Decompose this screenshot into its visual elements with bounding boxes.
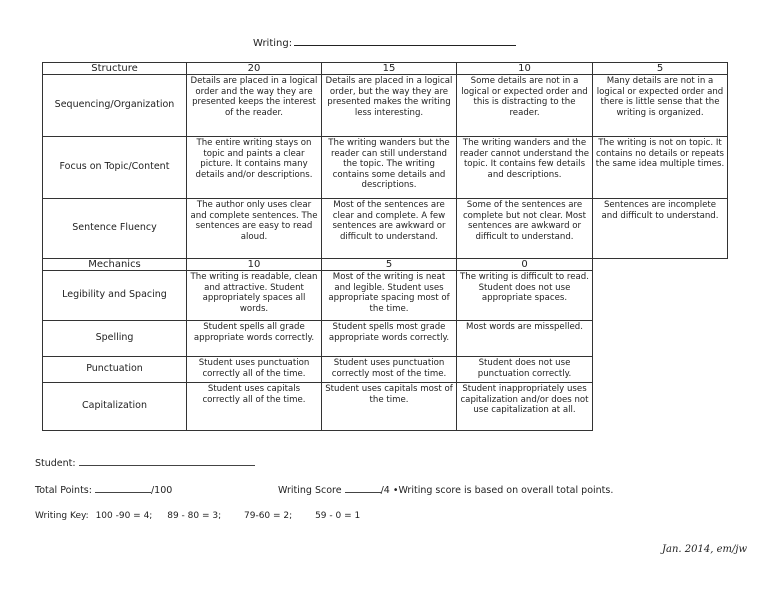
writing-score-label: Writing Score [278, 485, 342, 496]
score-header-20: 20 [187, 63, 322, 75]
rubric-cell: Student uses capitals correctly all of the time. [187, 383, 322, 431]
writing-key-item: 89 - 80 = 3; [167, 511, 222, 521]
score-header-0: 0 [457, 259, 593, 271]
rubric-cell: The writing wanders but the reader can still understand the topic. The writing contains some details and descriptions. [322, 137, 457, 199]
criterion-sequencing: Sequencing/Organization [43, 75, 187, 137]
rubric-cell: Student uses punctuation correctly all of the time. [187, 357, 322, 383]
rubric-cell: Student spells all grade appropriate words correctly. [187, 321, 322, 357]
table-row [43, 199, 728, 259]
rubric-cell: The entire writing stays on topic and paints a clear picture. It contains many details and/or descriptions. [187, 137, 322, 199]
rubric-cell: Student does not use punctuation correctly. [457, 357, 593, 383]
writing-key-item: 59 - 0 = 1 [315, 511, 361, 521]
total-points-line [35, 484, 172, 496]
criterion-fluency: Sentence Fluency [43, 199, 187, 259]
score-header-5: 5 [322, 259, 457, 271]
rubric-cell: Student uses capitals most of the time. [322, 383, 457, 431]
score-header-15: 15 [322, 63, 457, 75]
writing-key-label: Writing Key: [35, 511, 89, 521]
rubric-cell: Student spells most grade appropriate words correctly. [322, 321, 457, 357]
writing-key-item: 79-60 = 2; [244, 511, 293, 521]
criterion-legibility: Legibility and Spacing [43, 271, 187, 321]
student-blank [79, 457, 255, 466]
criterion-spelling: Spelling [43, 321, 187, 357]
rubric-cell: Most of the writing is neat and legible. Student uses appropriate spacing most of the time. [322, 271, 457, 321]
score-header-10: 10 [187, 259, 322, 271]
student-label: Student: [35, 458, 76, 469]
rubric-cell: The writing is not on topic. It contains no details or repeats the same idea multiple times. [593, 137, 728, 199]
criterion-capitalization: Capitalization [43, 383, 187, 431]
writing-key-item: 100 -90 = 4; [95, 511, 153, 521]
rubric-cell: The writing is readable, clean and attractive. Student appropriately spaces all words. [187, 271, 322, 321]
structure-header: Structure [43, 63, 187, 75]
mechanics-header: Mechanics [43, 259, 187, 271]
mechanics-header-row [43, 259, 728, 271]
rubric-cell: Some details are not in a logical or expected order and this is distracting to the reader. [457, 75, 593, 137]
writing-label: Writing: [253, 38, 293, 49]
rubric-cell: Student uses punctuation correctly most of the time. [322, 357, 457, 383]
score-header-5: 5 [593, 63, 728, 75]
table-row [43, 75, 728, 137]
rubric-table [42, 62, 728, 431]
empty-cell [593, 259, 728, 431]
rubric-cell: The writing wanders and the reader cannot understand the topic. It contains few details and descriptions. [457, 137, 593, 199]
writing-score-blank [345, 484, 381, 493]
rubric-cell: Some of the sentences are complete but not clear. Most sentences are awkward or difficult to understand. [457, 199, 593, 259]
total-points-blank [95, 484, 151, 493]
total-points-label: Total Points: [35, 485, 92, 496]
structure-header-row [43, 63, 728, 75]
signature: Jan. 2014, em/jw [662, 544, 748, 555]
rubric-cell: Sentences are incomplete and difficult to understand. [593, 199, 728, 259]
table-row [43, 137, 728, 199]
score-header-10: 10 [457, 63, 593, 75]
writing-score-line [278, 484, 613, 496]
rubric-cell: Most of the sentences are clear and complete. A few sentences are awkward or difficult to understand. [322, 199, 457, 259]
student-line [35, 457, 255, 469]
criterion-focus: Focus on Topic/Content [43, 137, 187, 199]
writing-score-suffix: /4 •Writing score is based on overall total points. [380, 485, 614, 496]
criterion-punctuation: Punctuation [43, 357, 187, 383]
rubric-cell: Most words are misspelled. [457, 321, 593, 357]
rubric-cell: Student inappropriately uses capitalization and/or does not use capitalization at all. [457, 383, 593, 431]
rubric-cell: Details are placed in a logical order and the way they are presented keeps the interest of the reader. [187, 75, 322, 137]
rubric-cell: Details are placed in a logical order, but the way they are presented makes the writing less interesting. [322, 75, 457, 137]
writing-key-line [35, 511, 360, 521]
total-points-suffix: /100 [150, 485, 173, 496]
rubric-cell: The author only uses clear and complete sentences. The sentences are easy to read aloud. [187, 199, 322, 259]
rubric-cell: Many details are not in a logical or expected order and there is little sense that the writing is organized. [593, 75, 728, 137]
writing-blank-line [294, 36, 516, 46]
writing-title [253, 36, 516, 49]
rubric-cell: The writing is difficult to read. Student does not use appropriate spaces. [457, 271, 593, 321]
